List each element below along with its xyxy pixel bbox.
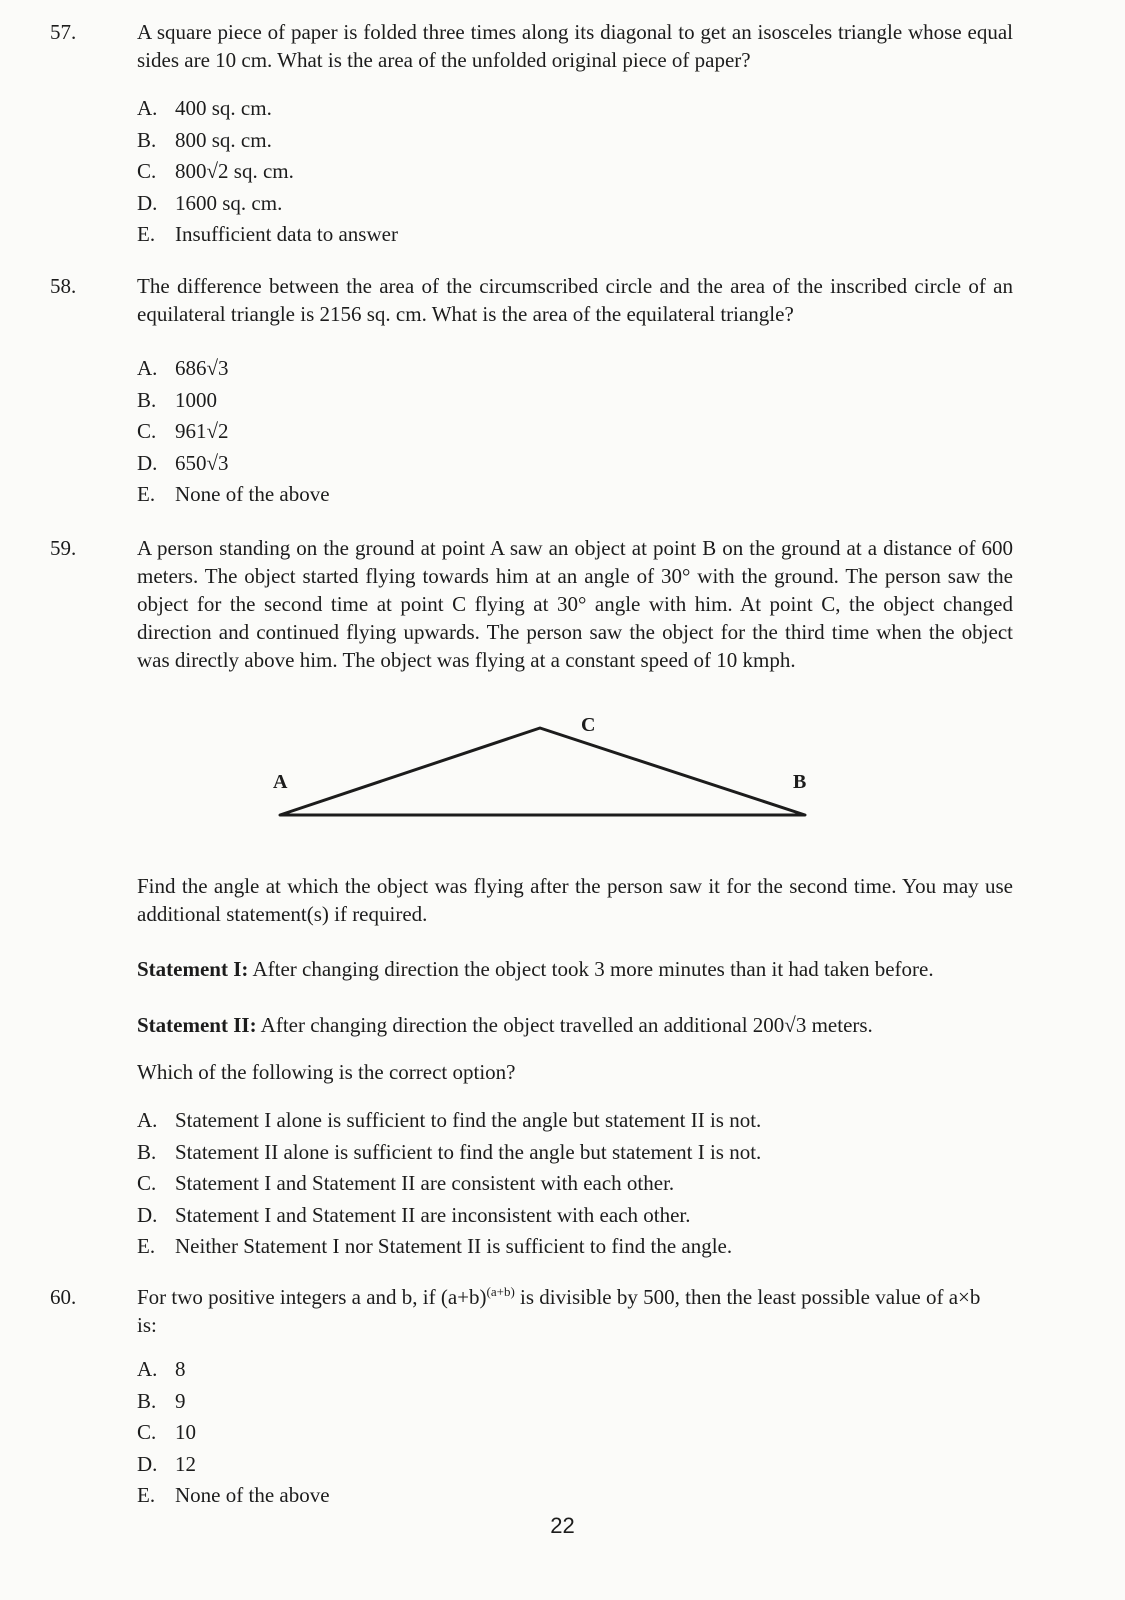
option-d: D. 650√3 bbox=[137, 450, 229, 475]
option-a: A. Statement I alone is sufficient to find the angle but statement II is not. bbox=[137, 1108, 762, 1132]
option-d: D. 12 bbox=[137, 1451, 196, 1476]
question-text: The difference between the area of the circumscribed circle and the area of the inscribed circle of an equilateral triangle is 2156 sq. cm. What is the area of the equilateral triangle? bbox=[137, 274, 1013, 326]
triangle-abc bbox=[280, 728, 805, 815]
option-d: D. 1600 sq. cm. bbox=[137, 190, 283, 215]
question-text: A square piece of paper is folded three times along its diagonal to get an isosceles triangle whose equal sides are 10 cm. What is the area of the unfolded original piece of paper? bbox=[137, 20, 1013, 72]
question-number: 60. bbox=[50, 1285, 77, 1309]
option-a: A. 400 sq. cm. bbox=[137, 96, 272, 120]
statement-2 bbox=[137, 1011, 1013, 1039]
option-a: A. 8 bbox=[137, 1357, 186, 1381]
question-number: 57. bbox=[50, 20, 77, 44]
statement-1-label: Statement I: bbox=[137, 957, 249, 981]
triangle-figure bbox=[265, 705, 825, 825]
option-a: A. 686√3 bbox=[137, 356, 229, 380]
statement-2-label: Statement II: bbox=[137, 1013, 257, 1037]
option-list bbox=[137, 354, 330, 512]
exponent: (a+b) bbox=[486, 1284, 515, 1299]
option-e: E. None of the above bbox=[137, 1483, 330, 1507]
question-number: 59. bbox=[50, 536, 77, 560]
option-b: B. 9 bbox=[137, 1388, 186, 1413]
option-e: E. None of the above bbox=[137, 482, 330, 506]
option-c: C. Statement I and Statement II are consistent with each other. bbox=[137, 1171, 675, 1195]
page-number: 22 bbox=[550, 1513, 575, 1538]
label-c: C bbox=[581, 714, 596, 736]
option-list bbox=[137, 1355, 330, 1513]
option-b: B. Statement II alone is sufficient to find the angle but statement I is not. bbox=[137, 1139, 762, 1164]
option-b: B. 1000 bbox=[137, 387, 217, 412]
statement-1-text: After changing direction the object took 3 more minutes than it had taken before. bbox=[248, 957, 934, 981]
option-c: C. 961√2 bbox=[137, 419, 229, 443]
option-list bbox=[137, 94, 398, 252]
option-c: C. 10 bbox=[137, 1420, 196, 1444]
label-a: A bbox=[273, 771, 288, 793]
question-number: 58. bbox=[50, 274, 77, 298]
option-e: E. Neither Statement I nor Statement II is sufficient to find the angle. bbox=[137, 1234, 733, 1258]
q59-prompt: Which of the following is the correct option? bbox=[137, 1060, 516, 1084]
statement-1 bbox=[137, 955, 1013, 983]
option-list bbox=[137, 1106, 761, 1264]
option-e: E. Insufficient data to answer bbox=[137, 222, 398, 246]
option-b: B. 800 sq. cm. bbox=[137, 127, 272, 152]
statement-2-text: After changing direction the object travelled an additional 200√3 meters. bbox=[256, 1013, 873, 1037]
label-b: B bbox=[793, 771, 807, 793]
option-d: D. Statement I and Statement II are inconsistent with each other. bbox=[137, 1202, 691, 1227]
option-c: C. 800√2 sq. cm. bbox=[137, 159, 294, 183]
q59-question: Find the angle at which the object was flying after the person saw it for the second time. You may use additional statement(s) if required. bbox=[137, 874, 1013, 926]
question-text: A person standing on the ground at point A saw an object at point B on the ground at a distance of 600 meters. The object started flying towards him at an angle of 30° with the ground. The person saw the object for the second time at point C flying at 30° angle with him. At point C, the object changed direction and continued flying upwards. The person saw the object for the third time when the object was directly above him. The object was flying at a constant speed of 10 kmph. bbox=[137, 536, 1013, 672]
question-text: For two positive integers a and b, if $(a+b)^{(a+b)}$ is divisible by 500, then the least possible value of a×b is: bbox=[137, 1284, 981, 1337]
